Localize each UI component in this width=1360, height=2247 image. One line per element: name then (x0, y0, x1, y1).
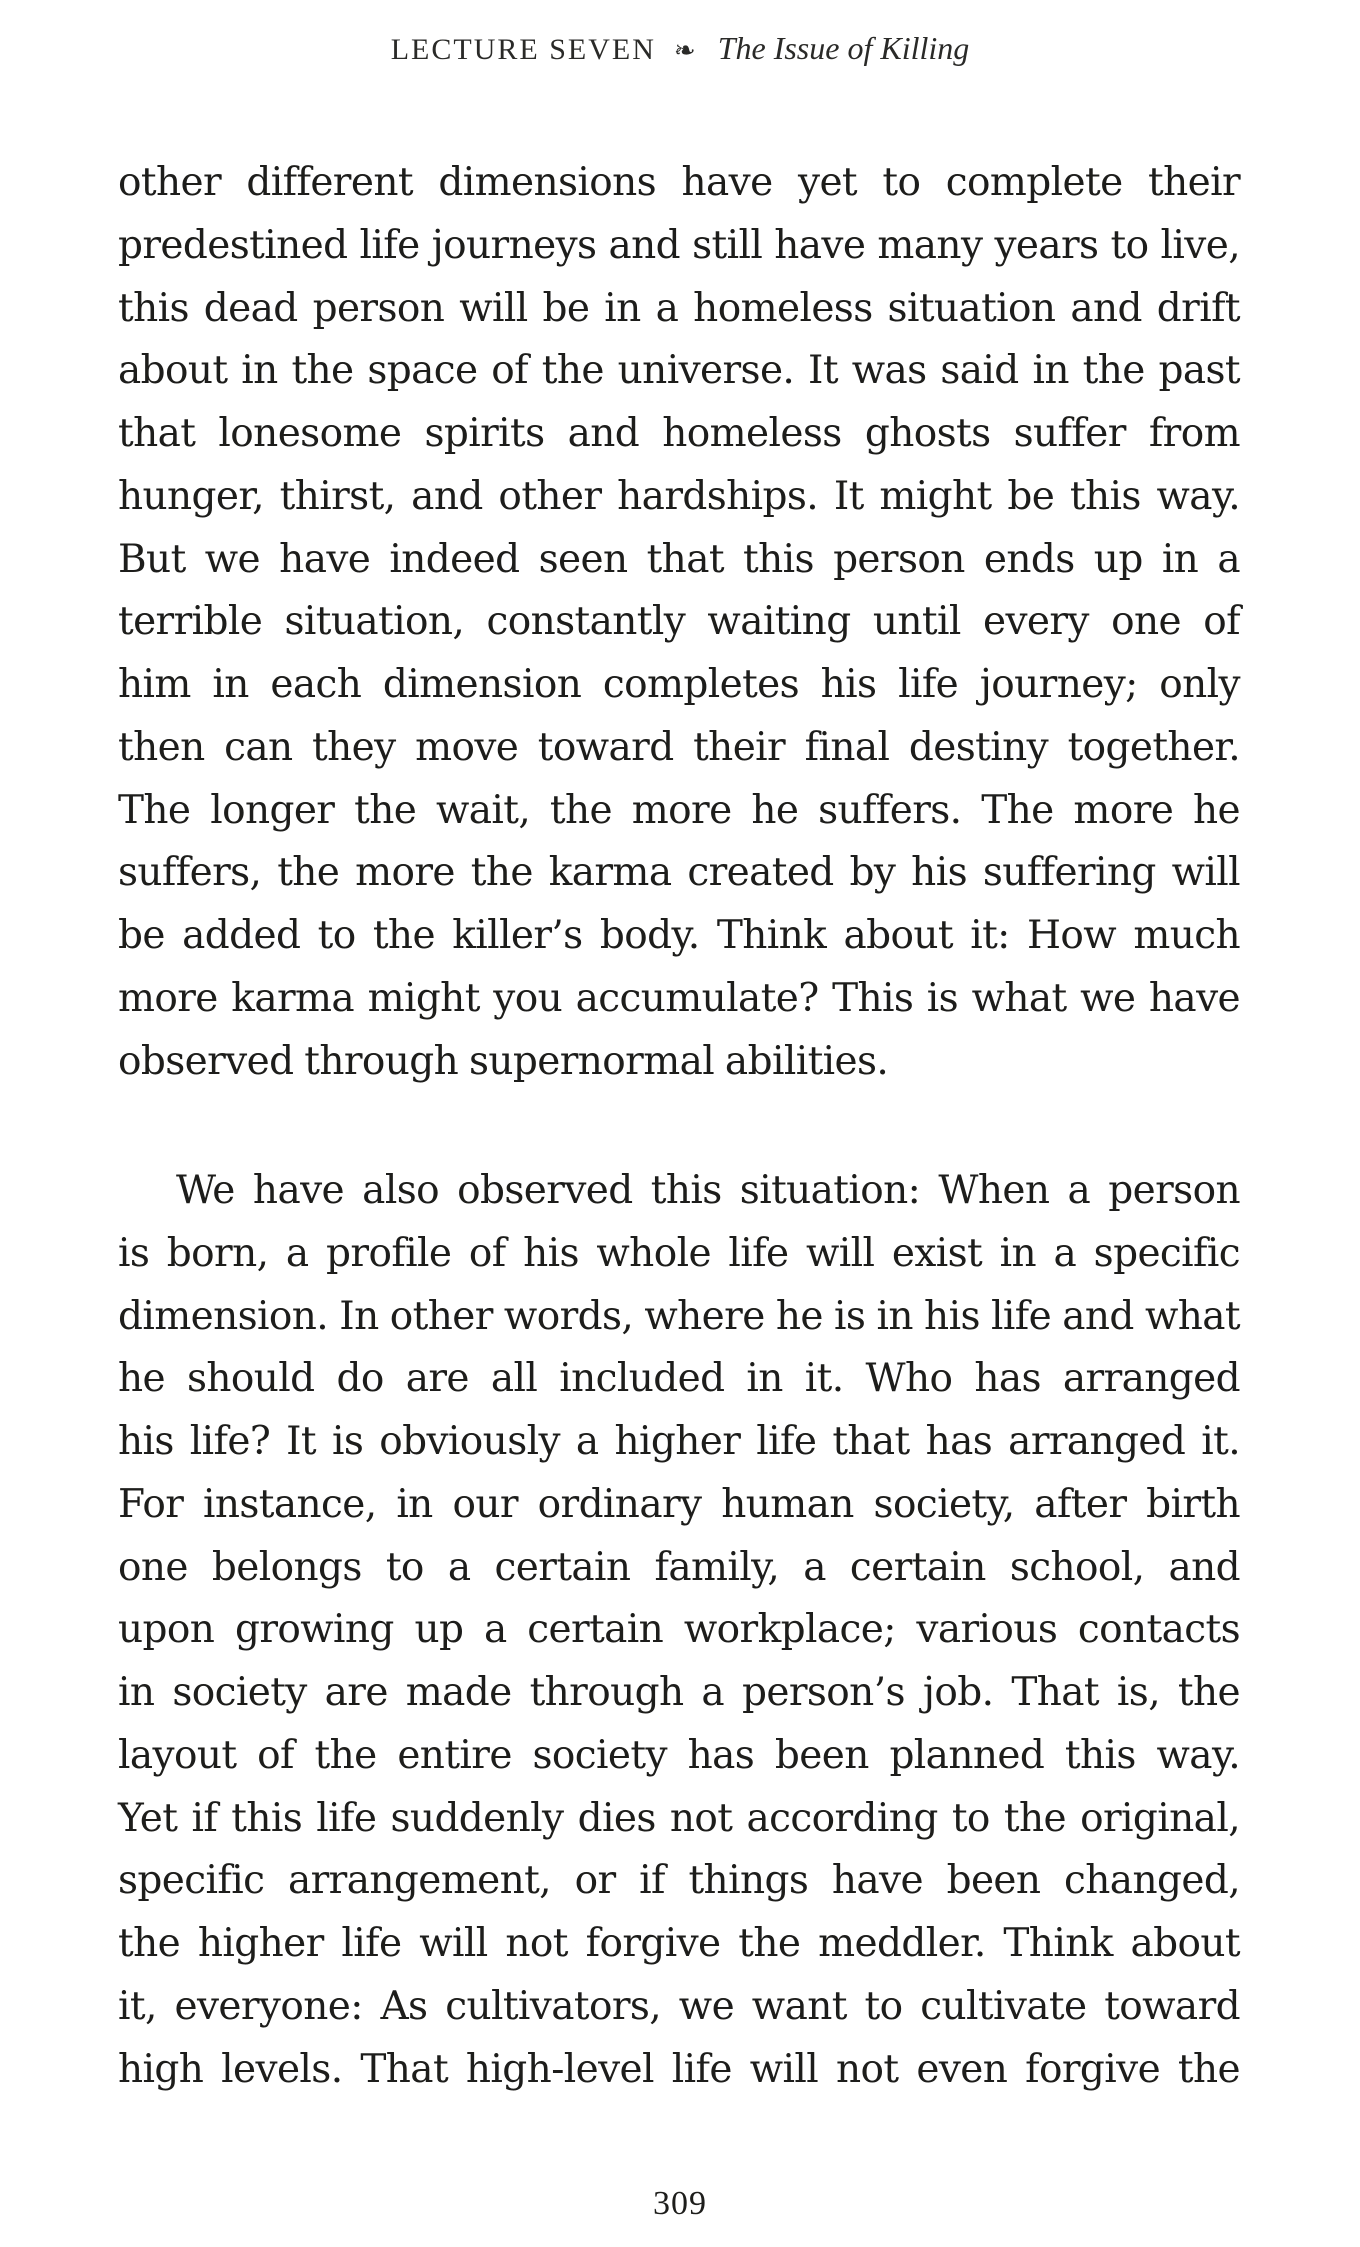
running-head-lecture: LECTURE SEVEN (390, 33, 656, 66)
text-line: in society are made through a person’s job. That is, the (118, 1670, 1240, 1715)
text-line: observed through supernormal abilities. (118, 1038, 889, 1084)
text-line: The longer the wait, the more he suffers. The more he (118, 787, 1240, 833)
fleuron-ornament-icon: ❧ (673, 36, 696, 65)
text-line: be added to the killer’s body. Think about it: How much (118, 913, 1240, 958)
text-line: about in the space of the universe. It was said in the past (118, 348, 1240, 394)
text-line: is born, a profile of his whole life will exist in a specific (118, 1230, 1240, 1276)
text-line: then can they move toward their final destiny together. (118, 724, 1240, 770)
text-line: more karma might you accumulate? This is what we have (118, 975, 1240, 1021)
text-line: dimension. In other words, where he is in his life and what (118, 1293, 1240, 1339)
text-line: the higher life will not forgive the meddler. Think about (118, 1921, 1240, 1966)
text-line: hunger, thirst, and other hardships. It might be this way. (118, 473, 1240, 519)
text-line: For instance, in our ordinary human society, after birth (118, 1481, 1240, 1527)
paragraph-2 (118, 1160, 1240, 2101)
text-line: upon growing up a certain workplace; various contacts (118, 1607, 1240, 1653)
text-line: this dead person will be in a homeless situation and drift (118, 285, 1240, 331)
text-line: other different dimensions have yet to complete their (118, 160, 1240, 205)
text-line: Yet if this life suddenly dies not according to the original, (118, 1795, 1240, 1841)
text-line: We have also observed this situation: When a person (176, 1168, 1240, 1213)
text-line: his life? It is obviously a higher life that has arranged it. (118, 1419, 1240, 1464)
paragraph-1 (118, 152, 1240, 1093)
text-line: high levels. That high-level life will not even forgive the (118, 2046, 1240, 2092)
text-line: terrible situation, constantly waiting until every one of (118, 599, 1240, 645)
running-head (0, 28, 1360, 71)
running-head-title: The Issue of Killing (717, 30, 970, 66)
page-number: 309 (653, 2185, 707, 2222)
text-line: layout of the entire society has been planned this way. (118, 1732, 1240, 1778)
text-line: he should do are all included in it. Who has arranged (118, 1356, 1240, 1402)
text-line: him in each dimension completes his life journey; only (118, 662, 1240, 707)
text-line: predestined life journeys and still have many years to live, (118, 222, 1240, 268)
text-line: one belongs to a certain family, a certain school, and (118, 1544, 1240, 1590)
text-line: specific arrangement, or if things have been changed, (118, 1858, 1240, 1904)
text-line: that lonesome spirits and homeless ghosts suffer from (118, 411, 1240, 456)
text-line: suffers, the more the karma created by his suffering will (118, 850, 1240, 896)
text-line: it, everyone: As cultivators, we want to cultivate toward (118, 1983, 1240, 2029)
text-line: But we have indeed seen that this person ends up in a (118, 536, 1240, 582)
